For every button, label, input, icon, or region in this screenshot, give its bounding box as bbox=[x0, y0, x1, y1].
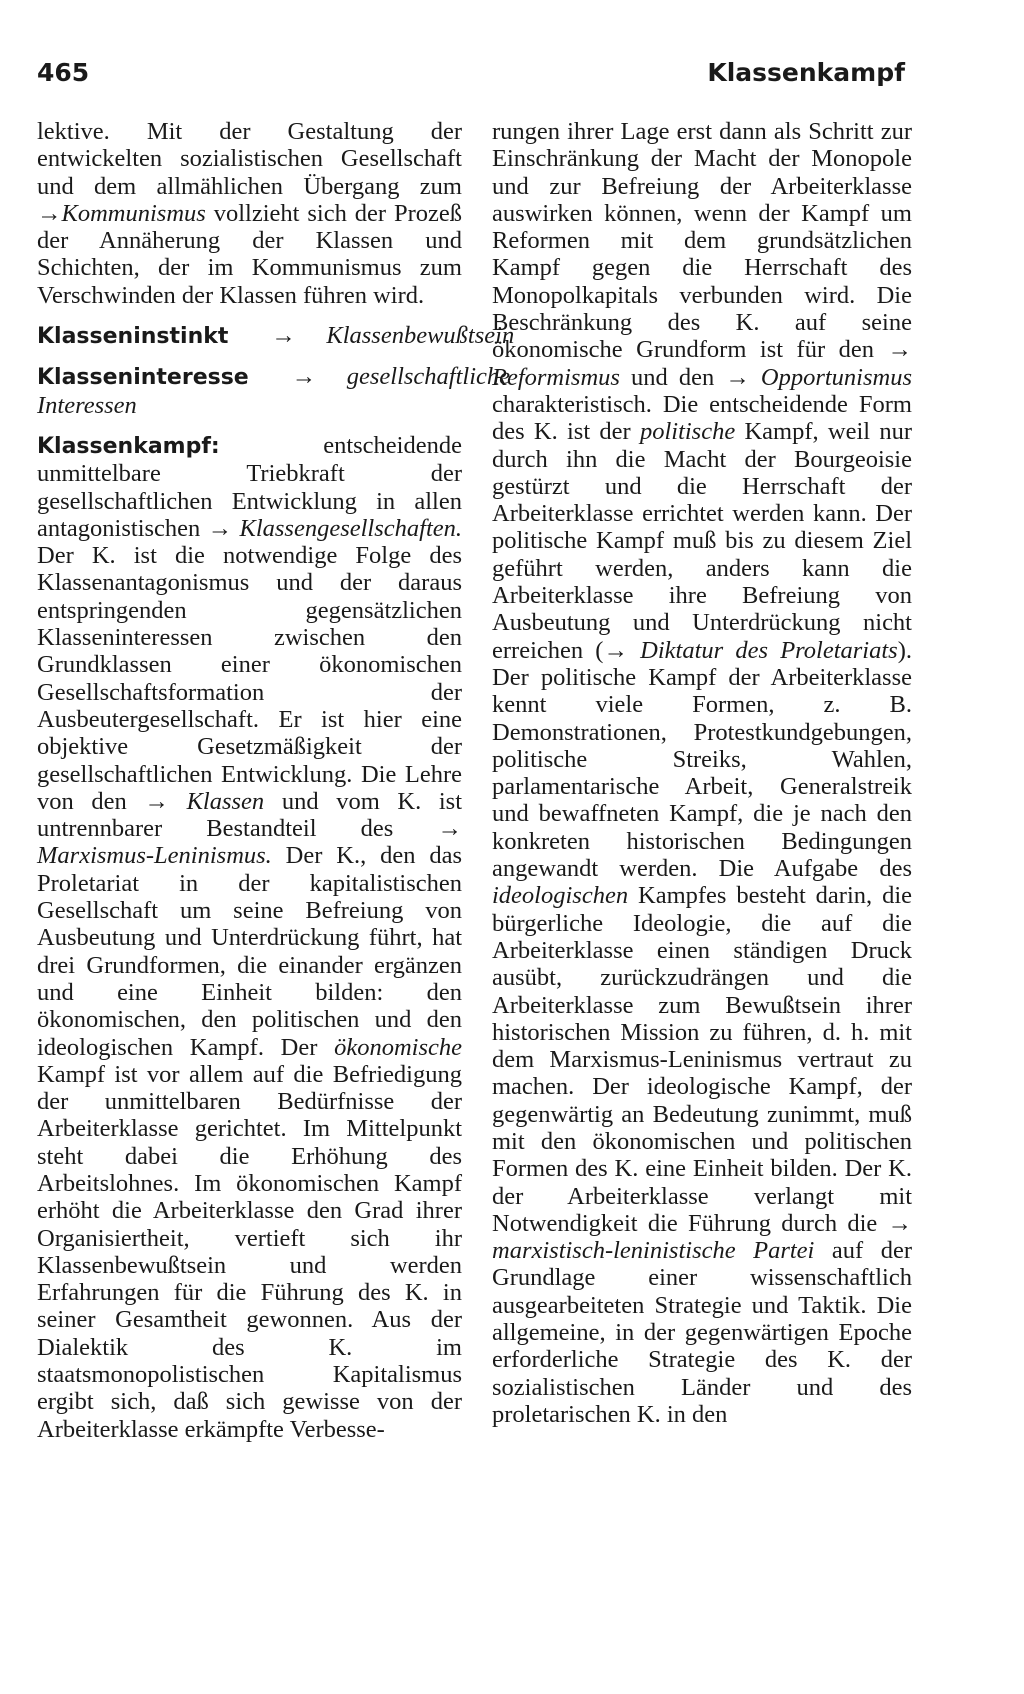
cross-reference: marxistisch-leninistische Partei bbox=[492, 1237, 815, 1265]
running-head: Klassenkampf bbox=[707, 58, 905, 87]
cross-reference: gesellschaftliche Interessen bbox=[37, 363, 511, 419]
arrow-icon: → bbox=[887, 336, 912, 364]
right-column bbox=[492, 118, 912, 1428]
continuation-paragraph bbox=[492, 118, 912, 1428]
body-text: entscheidende unmittelbare Triebkraft der gesellschaftlichen Entwicklung in allen antagonistischen bbox=[37, 431, 462, 542]
entry-klassenkampf bbox=[37, 432, 462, 1443]
entry-klasseninteresse bbox=[37, 363, 511, 419]
arrow-icon: → bbox=[437, 815, 462, 843]
body-text: Der K. ist die notwendige Folge des Klassenantagonismus und der daraus entspringenden gegensätzlichen Klasseninteressen zwischen den Grundklassen einer ökonomischen Gesellschaftsformation der Ausbeutergesellschaft. Er ist hier eine objektive Gesetzmäßigkeit der gesellschaftlichen Entwicklung. Die Lehre von den bbox=[37, 542, 462, 815]
body-text: auf der Grundlage einer wissenschaftlich ausgearbeiteten Strategie und Taktik. Die allgemeine, in der gegenwärtigen Epoche erforderliche Strategie des K. der sozialistischen Länder und des proletarischen K. in den bbox=[492, 1237, 912, 1428]
cross-reference: Diktatur des Proletariats bbox=[640, 636, 898, 664]
body-text: Der K., den das Proletariat in der kapitalistischen Gesellschaft um seine Befreiung von Ausbeutung und Unterdrückung führt, hat drei Grundformen, die einander ergänzen und eine Einheit bilden: den ökonomischen, den politischen und den ideologischen Kampf. Der bbox=[37, 842, 462, 1061]
arrow-icon: → bbox=[725, 363, 750, 391]
cross-reference: Kommunismus bbox=[61, 199, 206, 227]
body-text: und den bbox=[619, 363, 726, 391]
continuation-paragraph bbox=[37, 118, 462, 309]
cross-reference: Marxismus-Leninismus. bbox=[37, 842, 272, 870]
arrow-icon: → bbox=[37, 199, 62, 227]
cross-reference: Opportunismus bbox=[760, 363, 912, 391]
body-text: Kampf, weil nur durch ihn die Macht der Bourgeoisie gestürzt und die Herrschaft der Arbeiterklasse errichtet werden kann. Der politische Kampf muß bis zu diesem Ziel geführt werden, anders kann die Arbeiterklasse ihre Befreiung von Ausbeutung und Unterdrückung nicht erreichen ( bbox=[492, 418, 912, 664]
body-text: ). Der politische Kampf der Arbeiterklasse kennt viele Formen, z. B. Demonstrationen, Protestkundgebungen, politische Streiks, Wahlen, parlamentarische Arbeit, Generalstreik und bewaffneten Kampf, die je nach den konkreten historischen Bedingungen angewandt werden. Die Aufgabe des bbox=[492, 636, 913, 883]
page-header bbox=[37, 58, 905, 98]
body-text: und vom K. ist untrennbarer Bestandteil des bbox=[37, 787, 463, 843]
cross-reference: Klassengesellschaften. bbox=[239, 514, 462, 542]
arrow-icon: → bbox=[144, 787, 169, 815]
arrow-icon: → bbox=[603, 636, 628, 664]
body-text: vollzieht sich der Prozeß der Annäherung der Klassen und Schichten, der im Kommunismus zum Verschwinden der Klassen führen wird. bbox=[37, 199, 462, 309]
emphasis: ökonomische bbox=[334, 1033, 462, 1061]
cross-reference: Reformismus bbox=[492, 363, 620, 391]
emphasis: politische bbox=[639, 418, 736, 446]
body-text: charakteristisch. Die entscheidende Form des K. ist der bbox=[492, 390, 912, 446]
cross-reference: Klassenbewußtsein bbox=[326, 322, 515, 350]
entry-headword: Klassenkampf: bbox=[37, 433, 220, 459]
emphasis: ideologischen bbox=[492, 882, 629, 910]
page-number: 465 bbox=[37, 58, 90, 87]
cross-reference: Klassen bbox=[186, 787, 265, 815]
left-column bbox=[37, 118, 515, 1443]
arrow-icon: → bbox=[207, 514, 233, 542]
entry-klasseninstinkt bbox=[37, 322, 515, 350]
arrow-icon: → bbox=[887, 1209, 912, 1237]
body-text: Kampf ist vor allem auf die Befriedigung der unmittelbaren Bedürfnisse der Arbeiterklasse gerichtet. Im Mittelpunkt steht dabei die Erhöhung des Arbeitslohnes. Im ökonomischen Kampf erhöht die Arbeiterklasse den Grad ihrer Organisiertheit, vertieft sich ihr Klassenbewußtsein und werden Erfahrungen für die Führung des K. in seiner Gesamtheit gewonnen. Aus der Dialektik des K. im staatsmonopolistischen Kapitalismus ergibt sich, daß sich gewisse von der Arbeiterklasse erkämpfte Verbesse- bbox=[37, 1060, 462, 1443]
arrow-icon: → bbox=[291, 363, 317, 391]
entry-headword: Klasseninteresse bbox=[37, 365, 249, 391]
body-text: Kampfes besteht darin, die bürgerliche Ideologie, die auf die Arbeiterklasse einen ständigen Druck ausübt, zurückzudrängen und die Arbeiterklasse zum Bewußtsein ihrer historischen Mission zu führen, d. h. mit dem Marxismus-Leninismus vertraut zu machen. Der ideologische Kampf, der gegenwärtig an Bedeutung zunimmt, muß mit den ökonomischen und politischen Formen des K. eine Einheit bilden. Der K. der Arbeiterklasse verlangt mit Notwendigkeit die Führung durch die bbox=[492, 882, 912, 1237]
body-text: rungen ihrer Lage erst dann als Schritt zur Einschränkung der Macht der Monopole und zur Befreiung der Arbeiterklasse auswirken können, wenn der Kampf um Reformen mit dem grundsätzlichen Kampf gegen die Herrschaft des Monopolkapitals verbunden wird. Die Beschränkung des K. auf seine ökonomische Grundform ist für den bbox=[492, 118, 912, 364]
arrow-icon: → bbox=[271, 322, 296, 350]
body-text: lektive. Mit der Gestaltung der entwickelten sozialistischen Gesellschaft und dem allmählichen Übergang zum bbox=[37, 118, 462, 200]
entry-headword: Klasseninstinkt bbox=[37, 324, 229, 350]
